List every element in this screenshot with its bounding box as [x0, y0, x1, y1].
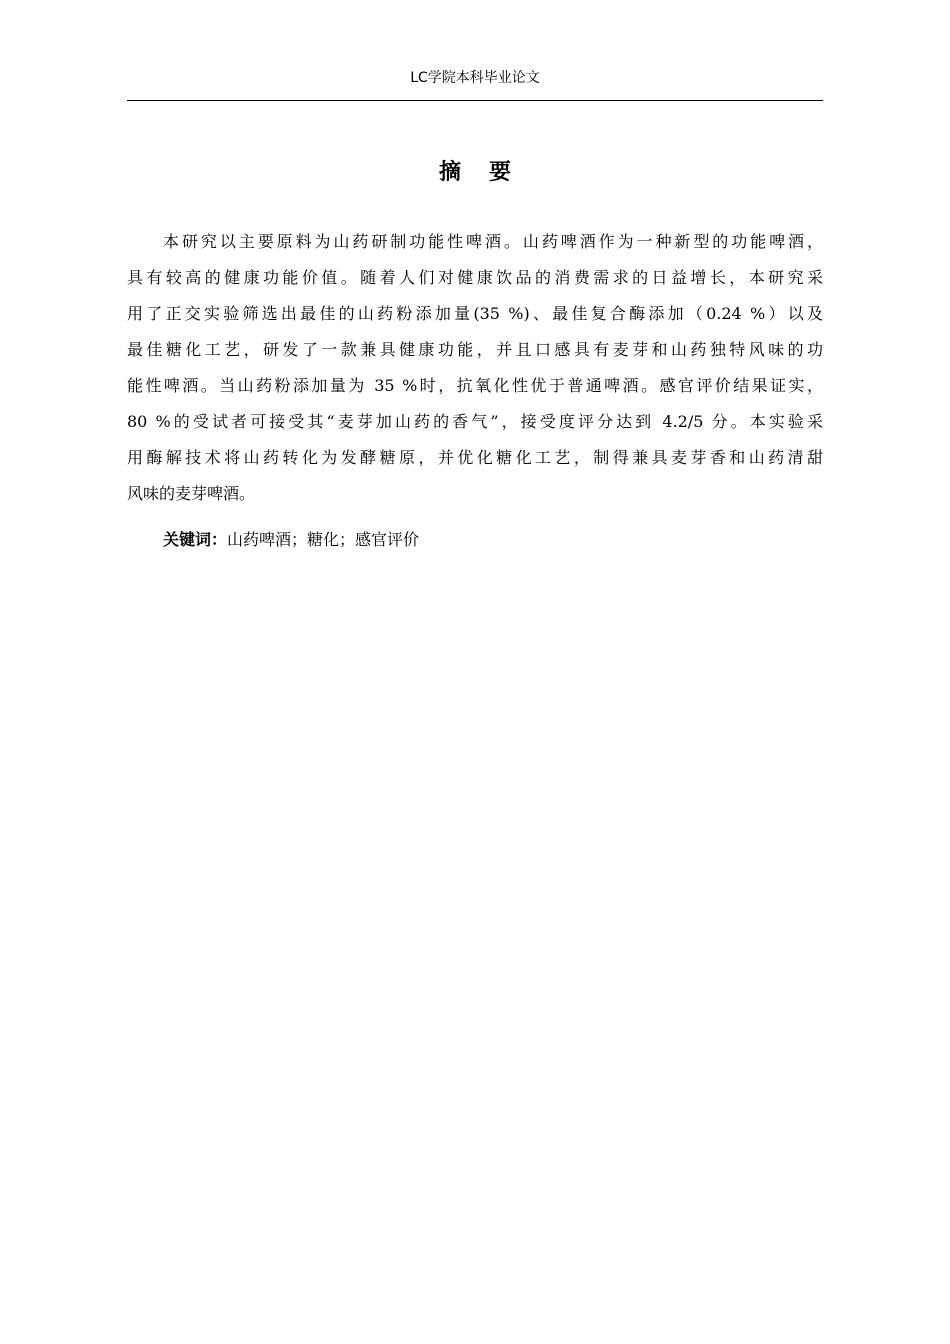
- running-header: LC学院本科毕业论文: [410, 70, 540, 86]
- keywords-line: [163, 522, 419, 558]
- abstract-line: 用酶解技术将山药转化为发酵糖原，并优化糖化工艺，制得兼具麦芽香和山药清甜: [127, 448, 823, 467]
- abstract-line: 最佳糖化工艺，研发了一款兼具健康功能，并且口感具有麦芽和山药独特风味的功: [127, 340, 823, 359]
- keywords-value: 山药啤酒；糖化；感官评价: [227, 530, 420, 549]
- abstract-line: 具有较高的健康功能价值。随着人们对健康饮品的消费需求的日益增长，本研究采: [127, 268, 823, 287]
- abstract-paragraph: [127, 224, 823, 512]
- header-divider: [127, 100, 823, 101]
- abstract-line: 本研究以主要原料为山药研制功能性啤酒。山药啤酒作为一种新型的功能啤酒，: [163, 232, 823, 251]
- abstract-line: 80 %的受试者可接受其“麦芽加山药的香气”，接受度评分达到 4.2/5 分。本实验采: [127, 412, 823, 431]
- abstract-heading: 摘要: [438, 160, 539, 185]
- abstract-line: 风味的麦芽啤酒。: [127, 484, 256, 503]
- abstract-line: 能性啤酒。当山药粉添加量为 35 %时，抗氧化性优于普通啤酒。感官评价结果证实，: [127, 376, 823, 395]
- abstract-line: 用了正交实验筛选出最佳的山药粉添加量(35 %)、最佳复合酶添加（0.24 %）以及: [127, 304, 823, 323]
- keywords-label: 关键词：: [163, 530, 228, 549]
